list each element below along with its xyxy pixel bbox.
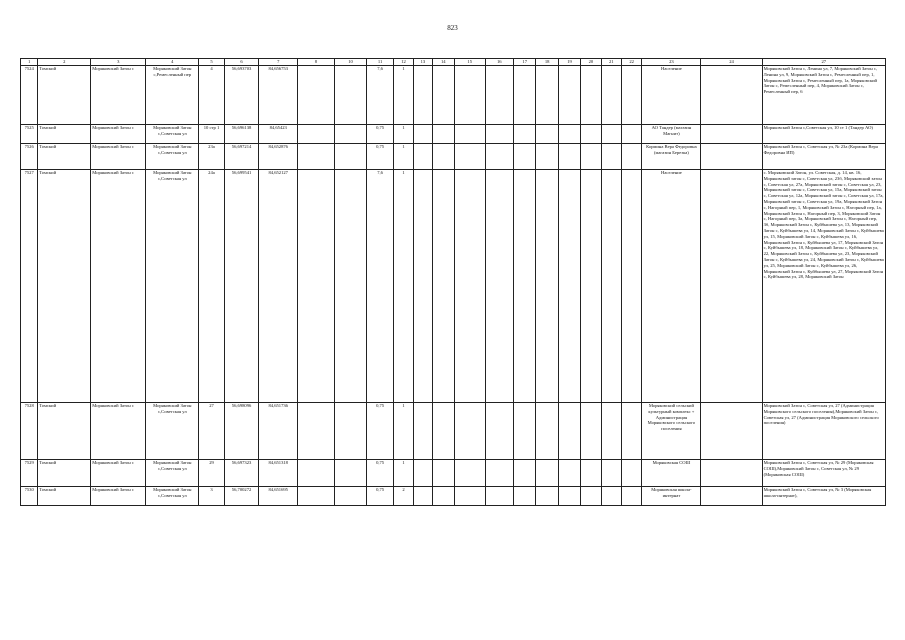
table-cell: 27 — [199, 403, 224, 460]
col-header: 12 — [393, 59, 413, 66]
col-header: 20 — [581, 59, 601, 66]
table-cell — [432, 170, 454, 403]
table-cell: Моряковский Затон с,Советская ул — [146, 487, 199, 506]
table-cell: Томский — [38, 66, 91, 125]
table-cell — [601, 487, 621, 506]
table-cell: 84,651695 — [259, 487, 298, 506]
table-cell — [334, 66, 367, 125]
table-cell: Моряковский Затон с,Советская ул, 10 ст 1 (Тандер АО) — [762, 125, 885, 144]
table-cell — [454, 487, 485, 506]
table-cell: 56,697323 — [224, 460, 259, 487]
table-cell — [621, 170, 641, 403]
table-row — [21, 125, 886, 144]
table-cell — [514, 66, 536, 125]
table-cell — [581, 487, 601, 506]
table-cell — [334, 460, 367, 487]
table-cell: 2 — [393, 487, 413, 506]
table-cell — [514, 170, 536, 403]
table-row — [21, 170, 886, 403]
table-cell — [454, 144, 485, 170]
table-cell — [514, 487, 536, 506]
table-cell — [621, 66, 641, 125]
table-cell — [485, 144, 514, 170]
table-cell — [558, 66, 580, 125]
table-cell — [514, 403, 536, 460]
table-cell: 0,75 — [367, 144, 393, 170]
table-cell: 7529 — [21, 460, 38, 487]
table-cell: 7526 — [21, 144, 38, 170]
table-cell: 56,698096 — [224, 403, 259, 460]
table-row — [21, 487, 886, 506]
table-cell — [536, 170, 558, 403]
table-cell — [454, 460, 485, 487]
table-cell: Население — [642, 170, 701, 403]
table-cell — [298, 66, 335, 125]
table-cell: 56,693703 — [224, 66, 259, 125]
table-cell — [334, 144, 367, 170]
table-cell — [414, 125, 432, 144]
table-cell — [601, 170, 621, 403]
col-header: 27 — [762, 59, 885, 66]
table-cell: Моряковский Затон с, Советская ул, 27 (Администрация Моряковского сельского поселения),Моряковский Затон с, Советская ул, 27 (Администрация Моряковского сельского поселения) — [762, 403, 885, 460]
table-cell: АО Тандер (магазин Магнит) — [642, 125, 701, 144]
table-cell — [536, 144, 558, 170]
table-cell — [485, 170, 514, 403]
table-cell: 56,700272 — [224, 487, 259, 506]
col-header: 2 — [38, 59, 91, 66]
table-cell — [334, 487, 367, 506]
table-cell — [581, 144, 601, 170]
table-cell — [432, 487, 454, 506]
table-cell: 7525 — [21, 125, 38, 144]
table-cell — [298, 487, 335, 506]
table-cell — [581, 125, 601, 144]
table-cell — [601, 460, 621, 487]
table-cell — [432, 125, 454, 144]
table-cell: 1 — [393, 66, 413, 125]
data-table — [20, 58, 886, 506]
col-header: 1 — [21, 59, 38, 66]
col-header: 10 — [334, 59, 367, 66]
col-header: 4 — [146, 59, 199, 66]
table-cell — [454, 125, 485, 144]
table-cell — [454, 170, 485, 403]
table-cell — [558, 487, 580, 506]
table-cell: 84,652127 — [259, 170, 298, 403]
col-header: 11 — [367, 59, 393, 66]
table-cell — [536, 403, 558, 460]
table-cell — [701, 460, 762, 487]
table-cell: 4 — [199, 66, 224, 125]
table-cell: Моряковский Затон с, Ленина ул, 7, Моряковский Затон с, Ленина ул, 9, Моряковский Затон с, Ремесленный пер, 1, Моряковский Затон с, Ремесленный пер, 1а, Моряковский Затон с, Ремесленный пер, 4, Моряковский Затон с, Ремесленный пер, 6 — [762, 66, 885, 125]
col-header: 22 — [621, 59, 641, 66]
table-cell: 56,697214 — [224, 144, 259, 170]
table-cell: Моряковский Затон с,Советская ул — [146, 460, 199, 487]
table-row — [21, 403, 886, 460]
table-cell — [454, 403, 485, 460]
table-cell — [485, 460, 514, 487]
table-cell — [485, 487, 514, 506]
page-number: 823 — [447, 24, 458, 32]
table-cell — [432, 403, 454, 460]
table-cell — [601, 66, 621, 125]
col-header: 24 — [701, 59, 762, 66]
table-cell: Моряковский Затон с — [91, 125, 146, 144]
table-cell — [298, 125, 335, 144]
table-cell — [701, 144, 762, 170]
table-cell — [432, 144, 454, 170]
table-cell: Моряковский Затон с,Советская ул — [146, 144, 199, 170]
table-cell — [454, 66, 485, 125]
table-cell — [621, 460, 641, 487]
table-cell — [334, 170, 367, 403]
table-cell — [414, 403, 432, 460]
col-header: 21 — [601, 59, 621, 66]
table-cell: 7,6 — [367, 66, 393, 125]
table-cell: Моряковский сельский культурный комплекс + Администрация Моряковского сельского поселения — [642, 403, 701, 460]
table-cell: Томский — [38, 403, 91, 460]
table-cell: 84,65423 — [259, 125, 298, 144]
table-cell: Томский — [38, 144, 91, 170]
table-cell — [701, 403, 762, 460]
table-cell — [601, 144, 621, 170]
table-cell — [414, 144, 432, 170]
table-cell: 84,652876 — [259, 144, 298, 170]
table-cell — [558, 144, 580, 170]
table-cell: Моряковский Затон с, Советская ул, № 29 (Моряковская СОШ),Моряковский Затон с, Советская ул, № 29 (Моряковская СОШ) — [762, 460, 885, 487]
table-cell — [601, 403, 621, 460]
col-header: 14 — [432, 59, 454, 66]
table-cell: 84,651318 — [259, 460, 298, 487]
col-header: 13 — [414, 59, 432, 66]
col-header: 15 — [454, 59, 485, 66]
table-cell — [485, 66, 514, 125]
table-cell — [701, 66, 762, 125]
table-cell: Моряковская школа-интернат — [642, 487, 701, 506]
table-cell: Моряковский Затон с — [91, 487, 146, 506]
table-cell: 23а — [199, 144, 224, 170]
table-cell — [432, 66, 454, 125]
table-row — [21, 460, 886, 487]
table-cell: 7527 — [21, 170, 38, 403]
table-cell: 1 — [393, 403, 413, 460]
table-cell: 10 стр 1 — [199, 125, 224, 144]
table-cell — [536, 487, 558, 506]
table-cell: Томский — [38, 125, 91, 144]
col-header: 23 — [642, 59, 701, 66]
table-cell — [536, 125, 558, 144]
table-cell: 7524 — [21, 66, 38, 125]
table-cell — [414, 66, 432, 125]
table-cell: Моряковский Затон с — [91, 170, 146, 403]
table-cell — [581, 66, 601, 125]
table-cell — [621, 487, 641, 506]
table-cell — [414, 170, 432, 403]
table-cell: 29 — [199, 460, 224, 487]
table-cell — [621, 403, 641, 460]
table-cell — [298, 403, 335, 460]
table-cell — [558, 460, 580, 487]
table-cell: Моряковский Затон с,Советская ул — [146, 125, 199, 144]
table-cell: Моряковский Затон с — [91, 144, 146, 170]
table-cell — [601, 125, 621, 144]
table-cell — [536, 66, 558, 125]
table-cell: 56,696138 — [224, 125, 259, 144]
col-header: 3 — [91, 59, 146, 66]
table-cell: 56,699541 — [224, 170, 259, 403]
table-cell — [298, 170, 335, 403]
table-cell — [334, 125, 367, 144]
table-cell — [514, 460, 536, 487]
table-cell: Томский — [38, 460, 91, 487]
col-header: 7 — [259, 59, 298, 66]
table-cell: Моряковский Затон с — [91, 66, 146, 125]
table-cell: Моряковская СОШ — [642, 460, 701, 487]
table-cell: 1 — [393, 125, 413, 144]
table-cell: Моряковский Затон с,Советская ул — [146, 403, 199, 460]
col-header: 17 — [514, 59, 536, 66]
col-header: 6 — [224, 59, 259, 66]
table-row — [21, 144, 886, 170]
table-cell — [414, 460, 432, 487]
table-cell: 3 — [199, 487, 224, 506]
table-cell — [298, 144, 335, 170]
table-cell: 1 — [393, 144, 413, 170]
table-cell: 1 — [393, 460, 413, 487]
table-cell: 7528 — [21, 403, 38, 460]
table-cell — [485, 125, 514, 144]
table-cell — [414, 487, 432, 506]
table-cell: 84,651736 — [259, 403, 298, 460]
table-cell — [558, 125, 580, 144]
table-cell: Моряковский Затон с,Ремесленный пер — [146, 66, 199, 125]
col-header: 5 — [199, 59, 224, 66]
table-cell — [334, 403, 367, 460]
table-cell: 1 — [393, 170, 413, 403]
table-cell: Моряковский Затон с, Советская ул, № 23а (Кормина Вера Федоровна ИП) — [762, 144, 885, 170]
col-header: 16 — [485, 59, 514, 66]
header-row — [21, 59, 886, 66]
table-cell: с. Моряковский Затон, ул. Советская, д. 14, кв. 16, Моряковский затон с, Советская ул, 23б, Моряковский затон с, Советская ул, 27а, Моряковский затон с, Советская ул, 23, Моряковский затон с, Советская ул, 15а, Моряковский затон с, Советская ул, 12а, Моряковский затон с, Советская ул, 17а, Моряковский затон с, Советская ул, 19а, Моряковский Затон с, Нагорный пер, 1, Моряковский Затон с, Нагорный пер, 1а, Моряковский Затон с, Нагорный пер, 3, Моряковский Затон с, Нагорный пер, 3а, Моряковский Затон с, Нагорный пер, 3б, Моряковский Затон с, Куйбышева ул, 13, Моряковский Затон с, Куйбышева ул, 14, Моряковский Затон с, Куйбышева ул, 15, Моряковский Затон с, Куйбышева ул, 16, Моряковский Затон с, Куйбышева ул, 17, Моряковский Затон с, Куйбышева ул, 18, Моряковский Затон с, Куйбышева ул, 22, Моряковский Затон с, Куйбышева ул, 23, Моряковский Затон с, Куйбышева ул, 24, Моряковский Затон с, Куйбышева ул, 25, Моряковский Затон с, Куйбышева ул, 26, Моряковский Затон с, Куйбышева ул, 27, Моряковский Затон с, Куйбышева ул, 28, Моряковский Затон — [762, 170, 885, 403]
table-cell — [536, 460, 558, 487]
table-cell — [581, 460, 601, 487]
table-cell: Моряковский Затон с, Советская ул, № 3 (Моряковская школа-интернат), — [762, 487, 885, 506]
table-cell — [558, 403, 580, 460]
table-cell: 0,75 — [367, 487, 393, 506]
table-cell — [621, 125, 641, 144]
col-header: 18 — [536, 59, 558, 66]
table-cell: Моряковский Затон с,Советская ул — [146, 170, 199, 403]
table-cell — [581, 170, 601, 403]
table-cell: Томский — [38, 487, 91, 506]
table-cell — [514, 144, 536, 170]
col-header: 8 — [298, 59, 335, 66]
table-cell: 0,75 — [367, 460, 393, 487]
table-cell: 0,75 — [367, 125, 393, 144]
table-cell — [514, 125, 536, 144]
table-cell — [298, 460, 335, 487]
table-cell — [621, 144, 641, 170]
table-cell: 7530 — [21, 487, 38, 506]
table-cell — [701, 125, 762, 144]
table-cell: 7,6 — [367, 170, 393, 403]
table-cell — [485, 403, 514, 460]
table-cell — [581, 403, 601, 460]
table-cell: 24а — [199, 170, 224, 403]
table-cell: Моряковский Затон с — [91, 460, 146, 487]
table-cell: Население — [642, 66, 701, 125]
table-cell — [432, 460, 454, 487]
table-cell — [701, 170, 762, 403]
table-cell: Моряковский Затон с — [91, 403, 146, 460]
table-cell — [701, 487, 762, 506]
table-cell: 0,75 — [367, 403, 393, 460]
table-row — [21, 66, 886, 125]
table-cell — [558, 170, 580, 403]
table-cell: Кормина Вера Федоровна (магазин Березка) — [642, 144, 701, 170]
col-header: 19 — [558, 59, 580, 66]
table-cell: Томский — [38, 170, 91, 403]
table-cell: 84,656753 — [259, 66, 298, 125]
